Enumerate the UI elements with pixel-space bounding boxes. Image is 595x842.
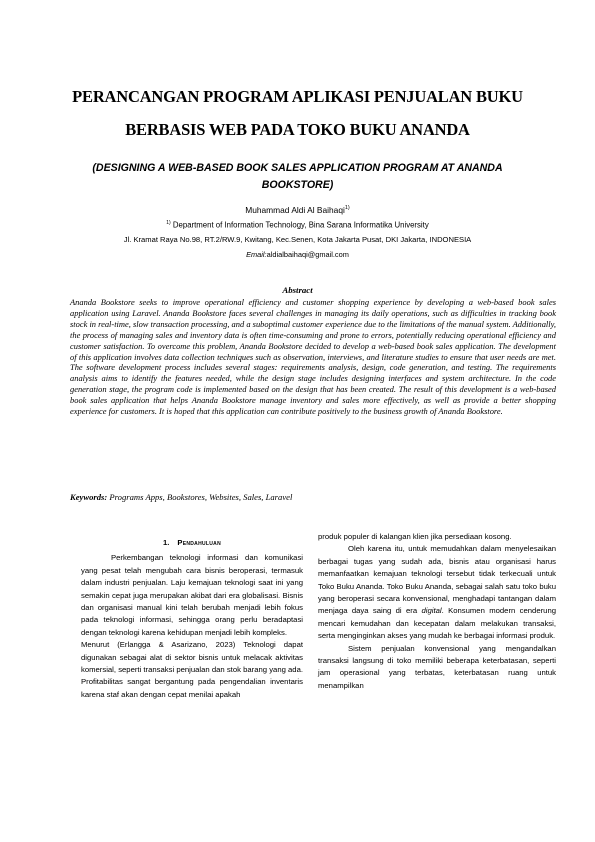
affiliation-mark: 1): [166, 220, 171, 226]
english-title: (DESIGNING A WEB-BASED BOOK SALES APPLICATION PROGRAM AT ANANDA BOOKSTORE): [92, 162, 503, 191]
paper-title-line-2: BERBASIS WEB PADA TOKO BUKU ANANDA: [125, 120, 470, 139]
right-column: [318, 531, 556, 692]
left-paragraph-2: Menurut (Erlangga & Asarizano, 2023) Teknologi dapat digunakan sebagai alat di sektor bisnis untuk melacak aktivitas komersial, seperti transaksi penjualan dan stok barang yang ada. Profitabilitas sangat bergantung pada pengendalian inventaris karena staf akan dengan cepat menilai apakah: [81, 640, 303, 699]
right-paragraph-2: [318, 543, 556, 642]
abstract-text: Ananda Bookstore seeks to improve operational efficiency and customer shopping experience by developing a web-based book sales application using Laravel. Ananda Bookstore faces several challenges in managing its daily operations, such as difficulties in tracking book stock in real-time, slow transaction processing, and a suboptimal customer experience due to the limitations of the manual system. Additionally, the process of managing sales and inventory data is often time-consuming and prone to errors, potentially reducing operational efficiency and customer satisfaction. To overcome this problem, Ananda Bookstore decided to develop a web-based book sales application. The development of this application involves data collection techniques such as observation, interviews, and literature studies to ensure that user needs are met. The software development process includes several stages: requirements analysis, design, code generation, and testing. The requirements analysis aims to identify the features needed, while the design stage includes designing interfaces and system architecture. In the code generation stage, the program code is implemented based on the design that has been created. The result of this development is a web-based book sales application that helps Ananda Bookstore manage inventory and sales more effectively, as well as provide a better shopping experience for customers. It is hoped that this application can contribute positively to the business growth of Ananda Bookstore.: [70, 297, 556, 417]
author-mark: 1): [344, 205, 350, 212]
address: Jl. Kramat Raya No.98, RT.2/RW.9, Kwitang, Kec.Senen, Kota Jakarta Pusat, DKI Jakarta, INDONESIA: [123, 235, 472, 244]
paper-title-line-1: PERANCANGAN PROGRAM APLIKASI PENJUALAN BUKU: [72, 87, 523, 106]
abstract-heading: Abstract: [282, 285, 313, 295]
affiliation: [40, 220, 555, 230]
email-label: Email:: [246, 250, 267, 259]
section-number: 1.: [163, 538, 170, 547]
author: [40, 205, 555, 215]
right-paragraph-1: produk populer di kalangan klien jika persediaan kosong.: [318, 532, 512, 541]
right-paragraph-3: Sistem penjualan konvensional yang mengandalkan transaksi langsung di toko memiliki beberapa keterbatasan, seperti jam operasional yang terbatas, keterbatasan ruang untuk menampilkan: [318, 643, 556, 690]
affiliation-text: Department of Information Technology, Bina Sarana Informatika University: [172, 220, 429, 230]
digital-term: digital: [421, 606, 442, 616]
left-column: [81, 537, 303, 701]
keywords-label: Keywords:: [70, 492, 108, 502]
section-heading: [81, 537, 303, 549]
email-address: aldialbaihaqi@gmail.com: [266, 250, 349, 259]
author-name: Muhammad Aldi Al Baihaqi: [245, 205, 345, 215]
email-line: [40, 250, 555, 259]
right-paragraph-2-part-a: Oleh karena itu, untuk memudahkan dalam menyelesaikan berbagai tugas yang sudah ada, bisnis atau organisasi harus memanfaatkan kemajuan teknologi tersebut tidak terkecuali untuk Toko Buku Ananda. Toko Buku Ananda, sebagai salah satu toko buku yang beroperasi secara konvensional, menghadapi tantangan dalam menjaga daya saing di era: [318, 544, 556, 616]
keywords-value: Programs Apps, Bookstores, Websites, Sales, Laravel: [109, 492, 293, 502]
right-paragraph-2-part-b: . Konsumen modern cenderung mencari kemudahan dan kecepatan dalam melakukan transaksi, serta menginginkan akses yang mudah ke berbagai informasi produk.: [318, 606, 556, 641]
left-paragraph-1: Perkembangan teknologi informasi dan komunikasi yang pesat telah mengubah cara bisnis beroperasi, termasuk dalam industri penjualan. Laju kemajuan teknologi saat ini yang semakin cepat juga merupakan akibat dari era globalisasi. Bisnis dan organisasi manual kini telah berubah menjadi lebih fokus pada teknologi informasi, sehingga orang perlu beradaptasi dengan teknologi karena kehidupan menjadi lebih kompleks.: [81, 553, 303, 637]
section-name: Pendahuluan: [177, 538, 221, 547]
keywords: [70, 492, 556, 502]
